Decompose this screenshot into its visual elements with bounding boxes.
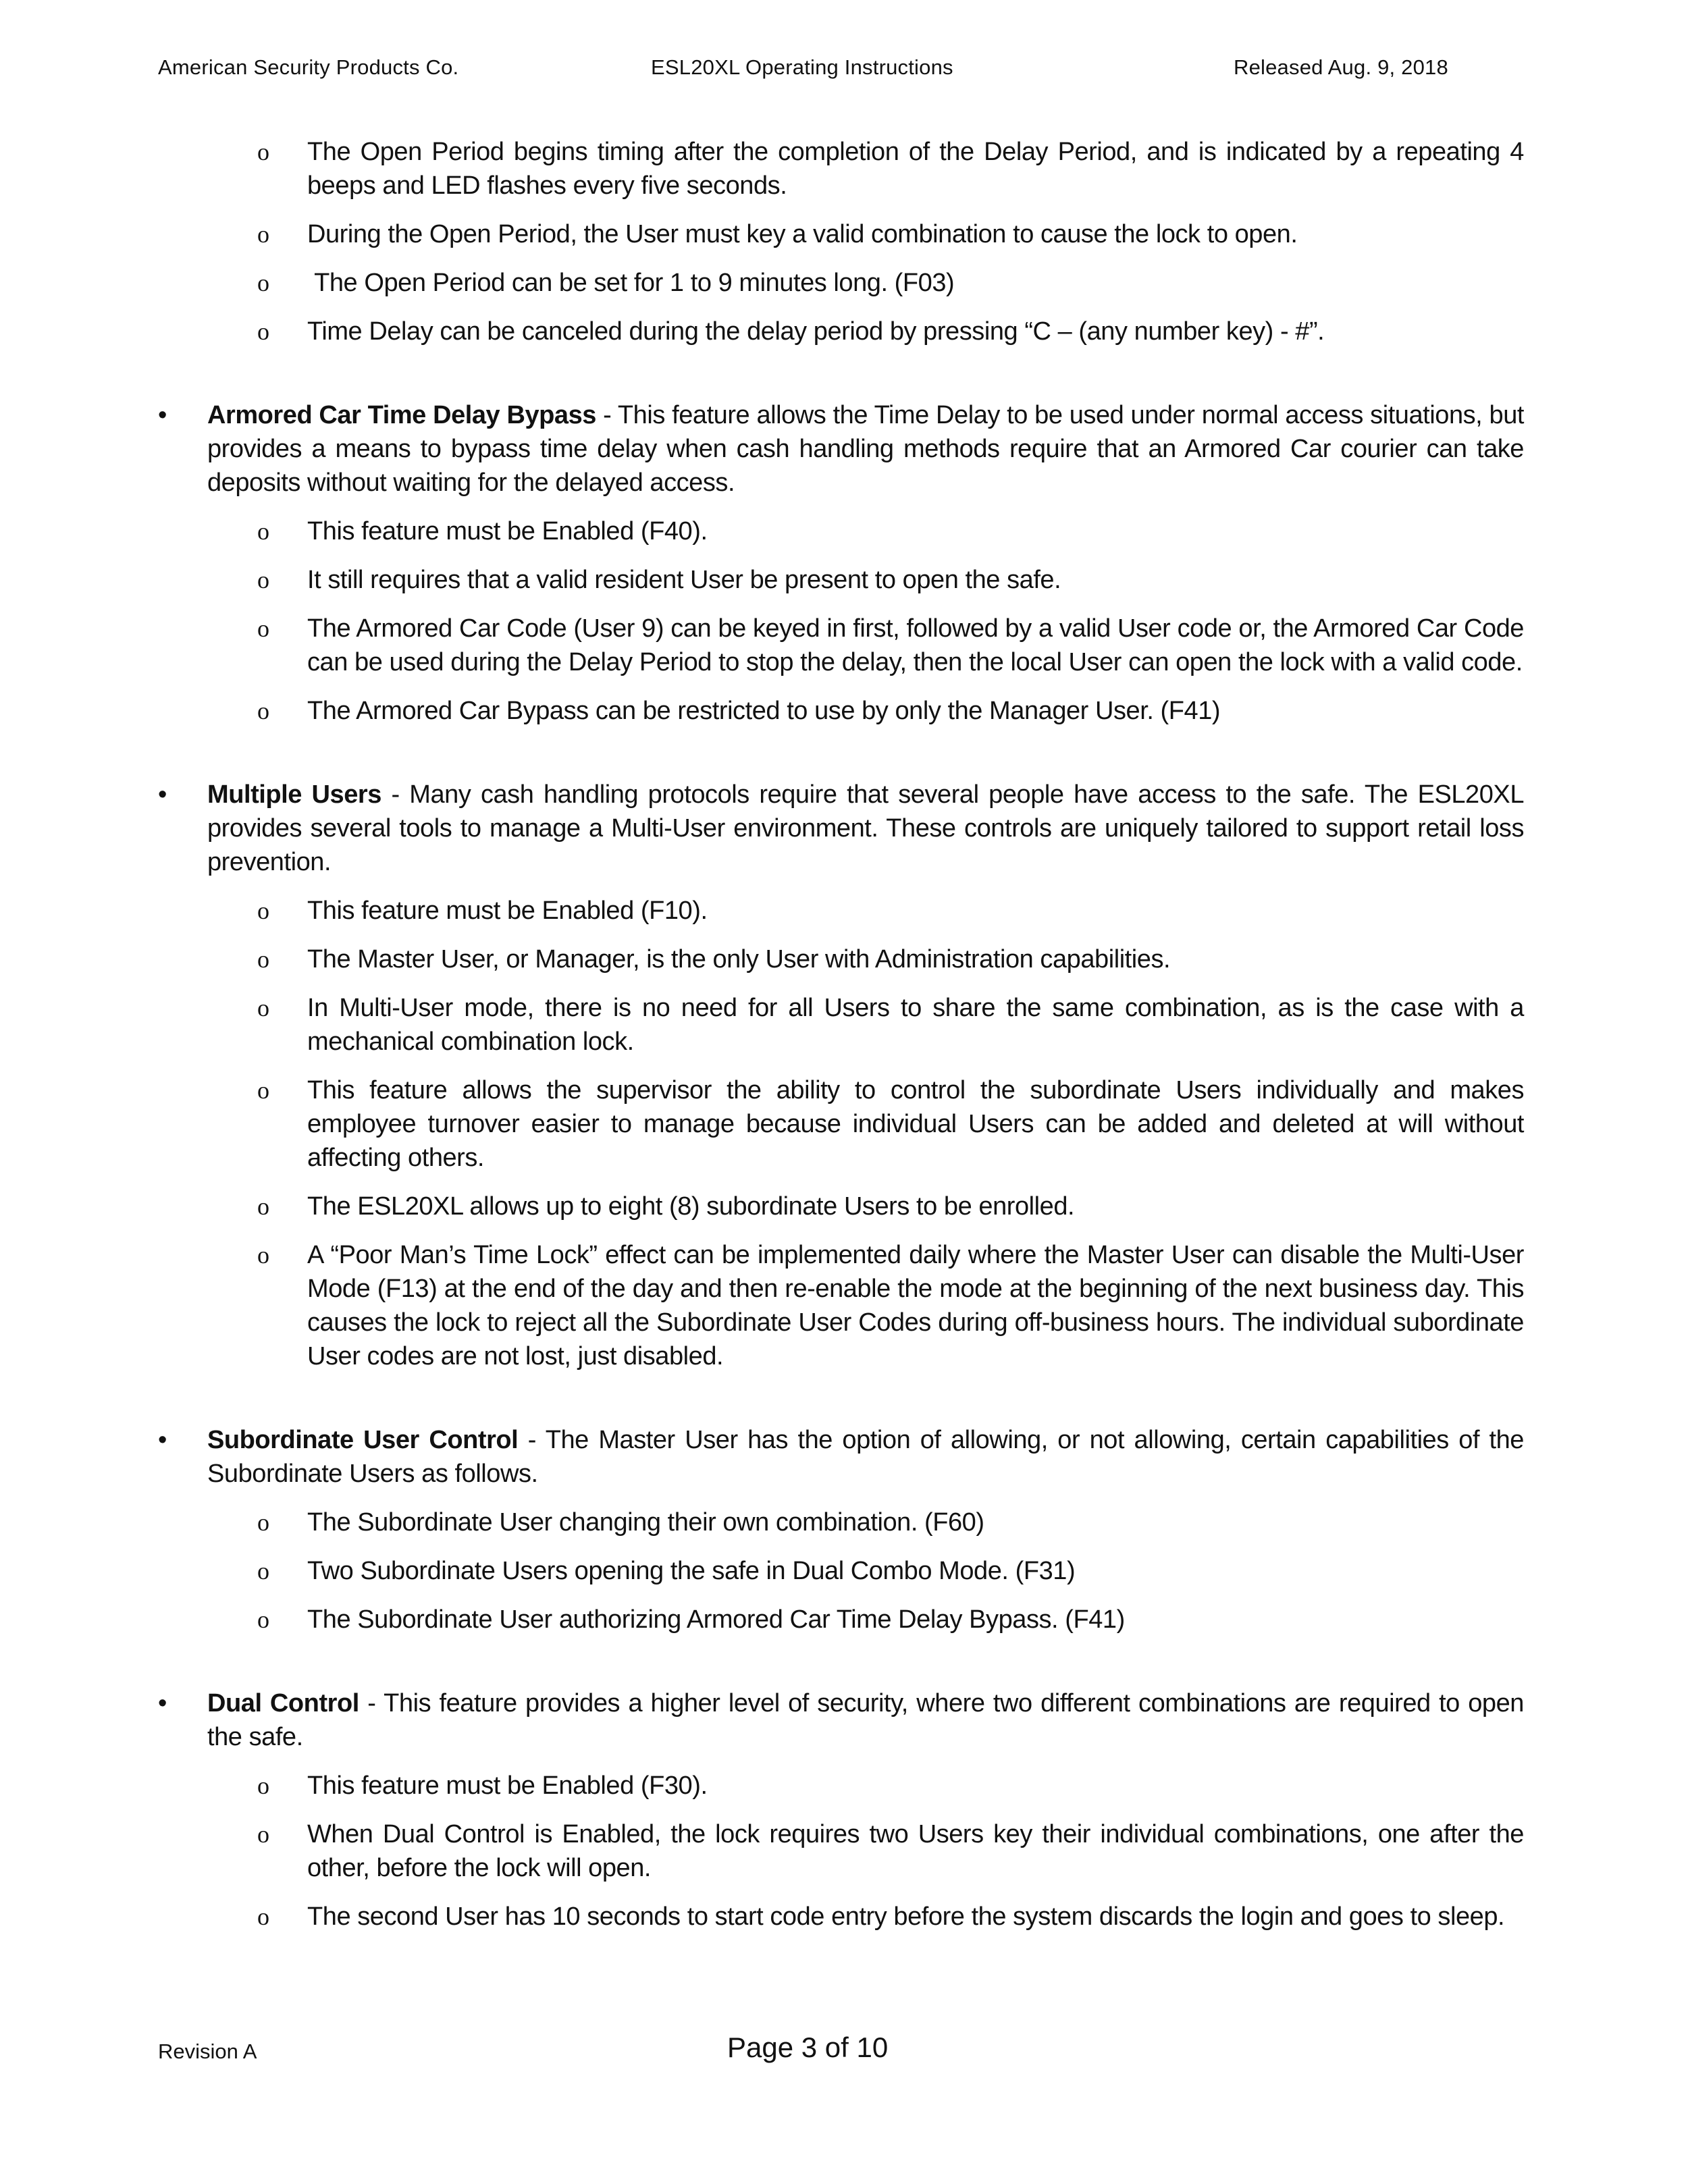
header-title: ESL20XL Operating Instructions xyxy=(651,55,953,79)
list-item-text: The ESL20XL allows up to eight (8) subordinate Users to be enrolled. xyxy=(307,1192,1075,1221)
sub-bullet-marker: o xyxy=(257,1606,269,1633)
sub-bullet-marker: o xyxy=(257,1772,269,1799)
list-item-text: It still requires that a valid resident User be present to open the safe. xyxy=(307,566,1061,594)
sub-bullet-marker: o xyxy=(257,946,269,973)
list-item-text: During the Open Period, the User must key a valid combination to cause the lock to open. xyxy=(307,220,1298,248)
list-item xyxy=(0,563,1688,597)
section-text: - The Master User has the option of allowing, or not allowing, certain capabilities of the Subordinate Users as follows. xyxy=(207,1426,1524,1488)
list-item-text: The Open Period can be set for 1 to 9 minutes long. (F03) xyxy=(307,269,955,297)
sub-bullet-marker: o xyxy=(257,138,269,165)
sub-bullet-marker: o xyxy=(257,566,269,593)
section-subordinate-user-control xyxy=(0,1423,1688,1491)
page-header xyxy=(158,55,1535,89)
list-item xyxy=(0,612,1688,679)
sub-bullet-marker: o xyxy=(257,221,269,248)
list-item-text: This feature must be Enabled (F40). xyxy=(307,517,708,545)
section-title: Subordinate User Control xyxy=(207,1426,519,1454)
list-item-text: The second User has 10 seconds to start code entry before the system discards the login and goes to sleep. xyxy=(307,1902,1505,1931)
list-item xyxy=(0,1603,1688,1636)
sub-bullet-marker: o xyxy=(257,1509,269,1536)
sub-bullet-marker: o xyxy=(257,518,269,545)
header-company: American Security Products Co. xyxy=(158,55,459,79)
list-item xyxy=(0,315,1688,348)
list-item xyxy=(0,942,1688,976)
list-item xyxy=(0,1900,1688,1934)
sub-bullet-marker: o xyxy=(257,1077,269,1104)
bullet-marker: • xyxy=(158,780,167,809)
list-item xyxy=(0,1506,1688,1539)
bullet-marker: • xyxy=(158,1426,167,1454)
sub-bullet-marker: o xyxy=(257,318,269,345)
sub-bullet-marker: o xyxy=(257,1821,269,1848)
sub-bullet-marker: o xyxy=(257,1557,269,1584)
list-item-text: Time Delay can be canceled during the delay period by pressing “C – (any number key) - #”. xyxy=(307,317,1325,346)
section-multiple-users xyxy=(0,778,1688,879)
list-item-text: The Subordinate User changing their own combination. (F60) xyxy=(307,1508,984,1537)
footer-revision: Revision A xyxy=(158,2040,257,2063)
sub-bullet-marker: o xyxy=(257,269,269,296)
section-text: - Many cash handling protocols require that several people have access to the safe. The ESL20XL provides several tools to manage a Multi-User environment. These controls are uniquely tailored to support retail loss prevention. xyxy=(207,780,1525,876)
header-release-date: Released Aug. 9, 2018 xyxy=(1234,55,1448,79)
list-item-text: Two Subordinate Users opening the safe in Dual Combo Mode. (F31) xyxy=(307,1557,1076,1585)
section-title: Armored Car Time Delay Bypass xyxy=(207,401,596,429)
list-item-text: This feature must be Enabled (F10). xyxy=(307,897,708,925)
list-item xyxy=(0,991,1688,1059)
section-title: Dual Control xyxy=(207,1689,359,1717)
list-item xyxy=(0,1554,1688,1588)
intro-list xyxy=(0,135,1688,348)
section-text: - This feature provides a higher level of security, where two different combinations are required to open the safe. xyxy=(207,1689,1524,1751)
sub-bullet-marker: o xyxy=(257,1903,269,1930)
bullet-marker: • xyxy=(158,1689,167,1717)
list-item-text: The Subordinate User authorizing Armored Car Time Delay Bypass. (F41) xyxy=(307,1605,1125,1634)
sub-bullet-marker: o xyxy=(257,615,269,642)
section-dual-control xyxy=(0,1686,1688,1754)
sub-bullet-marker: o xyxy=(257,1193,269,1220)
list-item-text: The Master User, or Manager, is the only User with Administration capabilities. xyxy=(307,945,1171,974)
sub-bullet-marker: o xyxy=(257,1242,269,1269)
page-content xyxy=(0,135,1688,1948)
list-item-text: In Multi-User mode, there is no need for all Users to share the same combination, as is the case with a mechanical combination lock. xyxy=(307,994,1524,1056)
list-item xyxy=(0,1238,1688,1373)
footer-page-number: Page 3 of 10 xyxy=(727,2031,889,2063)
list-item xyxy=(0,1769,1688,1803)
list-item xyxy=(0,1073,1688,1175)
list-item xyxy=(0,217,1688,251)
section-armored-car-bypass xyxy=(0,398,1688,500)
list-item-text: This feature allows the supervisor the ability to control the subordinate Users individually and makes employee turnover easier to manage because individual Users can be added and deleted at will without affecting others. xyxy=(307,1076,1524,1172)
section-text: - This feature allows the Time Delay to be used under normal access situations, but provides a means to bypass time delay when cash handling methods require that an Armored Car courier can take deposits without waiting for the delayed access. xyxy=(207,401,1524,497)
section-title: Multiple Users xyxy=(207,780,381,809)
list-item xyxy=(0,135,1688,203)
list-item xyxy=(0,894,1688,928)
list-item xyxy=(0,694,1688,728)
list-item-text: The Armored Car Bypass can be restricted to use by only the Manager User. (F41) xyxy=(307,697,1221,725)
list-item-text: The Armored Car Code (User 9) can be keyed in first, followed by a valid User code or, the Armored Car Code can be used during the Delay Period to stop the delay, then the local User can open the lock with a valid code. xyxy=(307,614,1524,676)
list-item xyxy=(0,514,1688,548)
sub-bullet-marker: o xyxy=(257,697,269,724)
list-item-text: This feature must be Enabled (F30). xyxy=(307,1772,708,1800)
sub-bullet-marker: o xyxy=(257,897,269,924)
sub-bullet-marker: o xyxy=(257,994,269,1021)
list-item xyxy=(0,1190,1688,1223)
bullet-marker: • xyxy=(158,401,167,429)
list-item-text: A “Poor Man’s Time Lock” effect can be implemented daily where the Master User can disable the Multi-User Mode (F13) at the end of the day and then re-enable the mode at the beginning of the next business day. This causes the lock to reject all the Subordinate User Codes during off-business hours. The individual subordinate User codes are not lost, just disabled. xyxy=(307,1241,1524,1370)
list-item-text: When Dual Control is Enabled, the lock requires two Users key their individual combinations, one after the other, before the lock will open. xyxy=(307,1820,1524,1882)
list-item-text: The Open Period begins timing after the completion of the Delay Period, and is indicated by a repeating 4 beeps and LED flashes every five seconds. xyxy=(307,138,1524,200)
list-item xyxy=(0,266,1688,300)
list-item xyxy=(0,1817,1688,1885)
